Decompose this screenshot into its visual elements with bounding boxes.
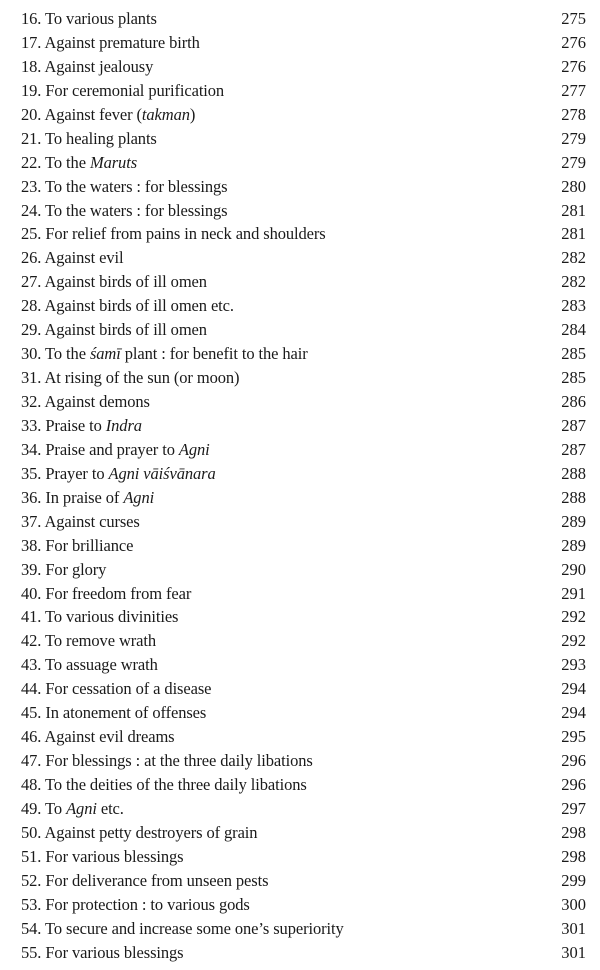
entry-title xyxy=(21,79,224,103)
entry-title-text: 46. Against evil dreams xyxy=(21,727,175,747)
toc-entry xyxy=(0,941,600,965)
entry-title xyxy=(21,342,308,366)
entry-title xyxy=(21,127,157,151)
entry-title-italic: takman xyxy=(141,104,190,124)
page-number: 282 xyxy=(561,248,586,268)
entry-title-text: 48. To the deities of the three daily libations xyxy=(21,775,307,794)
page-number: 282 xyxy=(561,272,586,292)
toc-entry xyxy=(0,893,600,917)
toc-entry xyxy=(0,653,600,677)
entry-title-text: 22. To the xyxy=(21,152,90,172)
toc-entry xyxy=(0,701,600,725)
page-number: 289 xyxy=(561,535,586,555)
page-number: 296 xyxy=(561,775,586,794)
toc-entry xyxy=(0,629,600,653)
entry-title-text: 52. For deliverance from unseen pests xyxy=(21,870,269,890)
toc-entry xyxy=(0,7,600,31)
entry-title-text: 47. For blessings : at the three daily libations xyxy=(21,751,313,771)
entry-title-text: 35. Prayer to xyxy=(21,463,109,483)
entry-title-text: 51. For various blessings xyxy=(21,846,184,866)
toc-entry xyxy=(0,869,600,893)
entry-title xyxy=(21,31,200,55)
toc-entry xyxy=(0,582,600,606)
entry-title-text: 21. To healing plants xyxy=(21,128,157,148)
entry-title-text: 34. Praise and prayer to xyxy=(21,439,179,459)
page-number: 279 xyxy=(561,128,586,148)
entry-title xyxy=(21,246,123,270)
toc-entry xyxy=(0,199,600,223)
entry-title xyxy=(21,103,195,127)
entry-title xyxy=(21,318,207,342)
page-number: 301 xyxy=(561,918,586,938)
page-number: 292 xyxy=(561,631,586,651)
entry-title xyxy=(21,462,216,486)
table-of-contents xyxy=(0,7,600,965)
page-number: 301 xyxy=(561,942,586,962)
entry-title xyxy=(21,438,210,462)
entry-title-italic: śamī xyxy=(89,344,121,364)
toc-entry xyxy=(0,821,600,845)
toc-entry xyxy=(0,318,600,342)
page-number: 281 xyxy=(561,200,586,220)
toc-entry xyxy=(0,677,600,701)
entry-title-text: 25. For relief from pains in neck and shoulders xyxy=(21,224,326,244)
page-number: 278 xyxy=(561,104,586,124)
toc-entry xyxy=(0,438,600,462)
entry-title-text: 29. Against birds of ill omen xyxy=(21,320,207,340)
entry-title xyxy=(21,55,153,79)
entry-title xyxy=(21,222,326,246)
entry-title-text: 49. To xyxy=(21,798,67,818)
toc-entry xyxy=(0,390,600,414)
page-number: 286 xyxy=(561,392,586,411)
entry-title-text: 41. To various divinities xyxy=(21,607,179,627)
entry-title xyxy=(21,151,137,175)
entry-title-text: 44. For cessation of a disease xyxy=(21,679,212,699)
toc-entry xyxy=(0,749,600,773)
page-number: 298 xyxy=(561,822,586,842)
entry-title-text: 16. To various plants xyxy=(21,9,157,28)
entry-title xyxy=(21,797,124,821)
page-number: 297 xyxy=(561,798,586,818)
entry-title-text: 50. Against petty destroyers of grain xyxy=(21,822,258,842)
entry-title xyxy=(21,199,228,223)
entry-title xyxy=(21,749,313,773)
page-number: 276 xyxy=(561,32,586,52)
page-number: 283 xyxy=(561,296,586,316)
entry-title xyxy=(21,629,156,653)
toc-entry xyxy=(0,462,600,486)
entry-title xyxy=(21,390,150,414)
page-number: 298 xyxy=(561,846,586,866)
entry-title xyxy=(21,294,234,318)
page-number: 288 xyxy=(561,487,586,507)
page-number: 281 xyxy=(561,224,586,244)
page-number: 294 xyxy=(561,679,586,699)
entry-title xyxy=(21,414,142,438)
entry-title-text: 30. To the xyxy=(21,344,90,364)
entry-title-text: 32. Against demons xyxy=(21,392,150,411)
toc-entry xyxy=(0,175,600,199)
page-number: 277 xyxy=(561,80,586,100)
entry-title-text: 36. In praise of xyxy=(21,487,124,507)
entry-title-text: ) xyxy=(189,104,196,124)
entry-title-text: 53. For protection : to various gods xyxy=(21,894,250,914)
entry-title xyxy=(21,582,191,606)
toc-entry xyxy=(0,605,600,629)
page-number: 293 xyxy=(561,655,586,675)
entry-title-italic: Indra xyxy=(105,415,142,435)
entry-title-text: 17. Against premature birth xyxy=(21,32,200,52)
entry-title-text: 23. To the waters : for blessings xyxy=(21,176,228,196)
toc-entry xyxy=(0,414,600,438)
entry-title-text: 38. For brilliance xyxy=(21,535,134,555)
toc-entry xyxy=(0,797,600,821)
entry-title-text: 18. Against jealousy xyxy=(21,56,154,76)
page-number: 289 xyxy=(561,511,586,531)
page-number: 299 xyxy=(561,870,586,890)
entry-title-text: 27. Against birds of ill omen xyxy=(21,272,207,292)
toc-entry xyxy=(0,127,600,151)
entry-title-text: 24. To the waters : for blessings xyxy=(21,200,228,220)
toc-entry xyxy=(0,845,600,869)
page-number: 284 xyxy=(561,320,586,340)
entry-title-text: 33. Praise to xyxy=(21,415,106,435)
entry-title xyxy=(21,773,307,797)
entry-title xyxy=(21,677,211,701)
entry-title xyxy=(21,534,133,558)
toc-entry xyxy=(0,151,600,175)
entry-title xyxy=(21,653,158,677)
page-number: 287 xyxy=(561,415,586,435)
entry-title xyxy=(21,510,140,534)
toc-entry xyxy=(0,917,600,941)
entry-title-text: 26. Against evil xyxy=(21,248,124,268)
entry-title xyxy=(21,486,154,510)
entry-title xyxy=(21,725,175,749)
page-number: 300 xyxy=(561,894,586,914)
toc-entry xyxy=(0,558,600,582)
toc-entry xyxy=(0,510,600,534)
entry-title xyxy=(21,7,157,31)
entry-title-italic: Agni xyxy=(178,439,210,459)
entry-title xyxy=(21,270,207,294)
entry-title-text: 31. At rising of the sun (or moon) xyxy=(21,368,240,388)
toc-entry xyxy=(0,246,600,270)
entry-title-text: 39. For glory xyxy=(21,559,107,579)
page-number: 285 xyxy=(561,344,586,364)
page-number: 276 xyxy=(561,56,586,76)
entry-title-text: 45. In atonement of offenses xyxy=(21,703,207,723)
toc-entry xyxy=(0,534,600,558)
toc-entry xyxy=(0,31,600,55)
entry-title xyxy=(21,869,268,893)
entry-title-text: etc. xyxy=(96,798,124,818)
entry-title xyxy=(21,605,178,629)
entry-title xyxy=(21,175,228,199)
entry-title xyxy=(21,558,106,582)
entry-title-text: 42. To remove wrath xyxy=(21,631,157,651)
entry-title-text: 19. For ceremonial purification xyxy=(21,80,225,100)
entry-title-italic: Agni vāiśvānara xyxy=(108,463,216,483)
entry-title-text: plant : for benefit to the hair xyxy=(120,344,308,364)
entry-title xyxy=(21,893,250,917)
entry-title-text: 37. Against curses xyxy=(21,511,140,531)
page-number: 295 xyxy=(561,727,586,747)
entry-title xyxy=(21,366,239,390)
toc-entry xyxy=(0,270,600,294)
entry-title xyxy=(21,821,257,845)
entry-title-italic: Maruts xyxy=(89,152,138,172)
toc-entry xyxy=(0,79,600,103)
page-number: 285 xyxy=(561,368,586,388)
entry-title xyxy=(21,845,184,869)
toc-entry xyxy=(0,55,600,79)
entry-title-text: 40. For freedom from fear xyxy=(21,583,192,603)
toc-entry xyxy=(0,773,600,797)
toc-entry xyxy=(0,342,600,366)
page-number: 292 xyxy=(561,607,586,627)
entry-title-text: 54. To secure and increase some one’s superiority xyxy=(21,918,344,938)
page-number: 296 xyxy=(561,751,586,771)
entry-title xyxy=(21,941,184,965)
page-number: 275 xyxy=(561,9,586,28)
page-number: 290 xyxy=(561,559,586,579)
entry-title-text: 55. For various blessings xyxy=(21,942,184,962)
entry-title-text: 43. To assuage wrath xyxy=(21,655,158,675)
page-number: 287 xyxy=(561,439,586,459)
toc-entry xyxy=(0,222,600,246)
entry-title-text: 20. Against fever ( xyxy=(21,104,142,124)
page-number: 280 xyxy=(561,176,586,196)
page-number: 279 xyxy=(561,152,586,172)
page-number: 291 xyxy=(561,583,586,603)
entry-title xyxy=(21,917,344,941)
entry-title-italic: Agni xyxy=(66,798,97,818)
toc-entry xyxy=(0,725,600,749)
entry-title-italic: Agni xyxy=(123,487,155,507)
toc-entry xyxy=(0,103,600,127)
toc-entry xyxy=(0,486,600,510)
page-number: 294 xyxy=(561,703,586,723)
toc-entry xyxy=(0,294,600,318)
toc-entry xyxy=(0,366,600,390)
entry-title xyxy=(21,701,206,725)
page-number: 288 xyxy=(561,463,586,483)
entry-title-text: 28. Against birds of ill omen etc. xyxy=(21,296,234,316)
